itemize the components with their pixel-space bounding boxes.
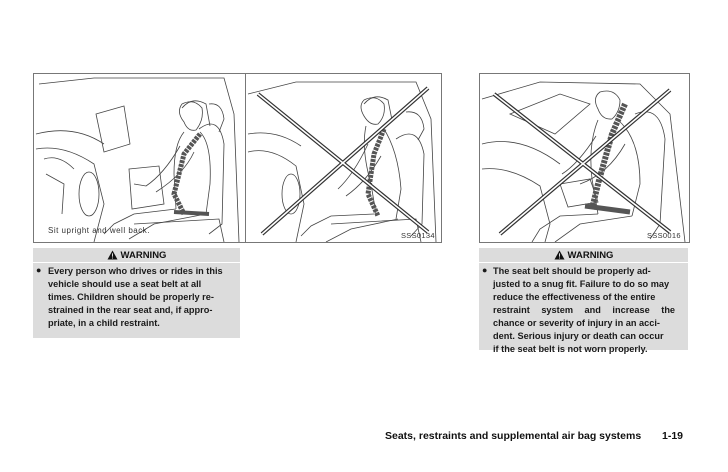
figure-caption: Sit upright and well back. (48, 226, 150, 235)
figure-code-left: SSS0134 (401, 231, 435, 240)
warning-title-right: WARNING (567, 249, 614, 261)
figure-right-panel (479, 73, 690, 243)
warning-triangle-icon (107, 250, 118, 260)
warning-line: if the seat belt is not worn properly. (493, 344, 648, 354)
warning-header-left (33, 248, 240, 262)
warning-line: Every person who drives or rides in this (48, 266, 223, 276)
warning-line: dent. Serious injury or death can occur (493, 331, 664, 341)
footer-section-title: Seats, restraints and supplemental air bag systems (385, 430, 642, 442)
warning-line: priate, in a child restraint. (48, 318, 160, 328)
bullet-icon: ● (36, 265, 42, 275)
warning-line: restraint system and increase the (493, 305, 676, 315)
page-number: 1-19 (662, 430, 684, 442)
warning-title-left: WARNING (120, 249, 167, 261)
warning-line: justed to a snug fit. Failure to do so may (493, 279, 670, 289)
warning-line: vehicle should use a seat belt at all (48, 279, 202, 289)
warning-text-left (48, 265, 238, 330)
warning-line: reduce the effectiveness of the entire (493, 292, 656, 302)
warning-text-right (493, 265, 685, 356)
warning-header-right (479, 248, 688, 262)
warning-line: strained in the rear seat and, if appro- (48, 305, 213, 315)
figure-left-panel (33, 73, 442, 243)
warning-triangle-icon (554, 250, 565, 260)
warning-line: times. Children should be properly re- (48, 292, 214, 302)
bullet-icon: ● (482, 265, 488, 275)
warning-line: The seat belt should be properly ad- (493, 266, 651, 276)
seat-belt-misuse-illustration (480, 74, 689, 242)
correct-seating-illustration (34, 74, 245, 242)
warning-line: chance or severity of injury in an acci- (493, 318, 660, 328)
figure-code-right: SSS0016 (647, 231, 681, 240)
incorrect-seating-illustration (246, 74, 441, 242)
